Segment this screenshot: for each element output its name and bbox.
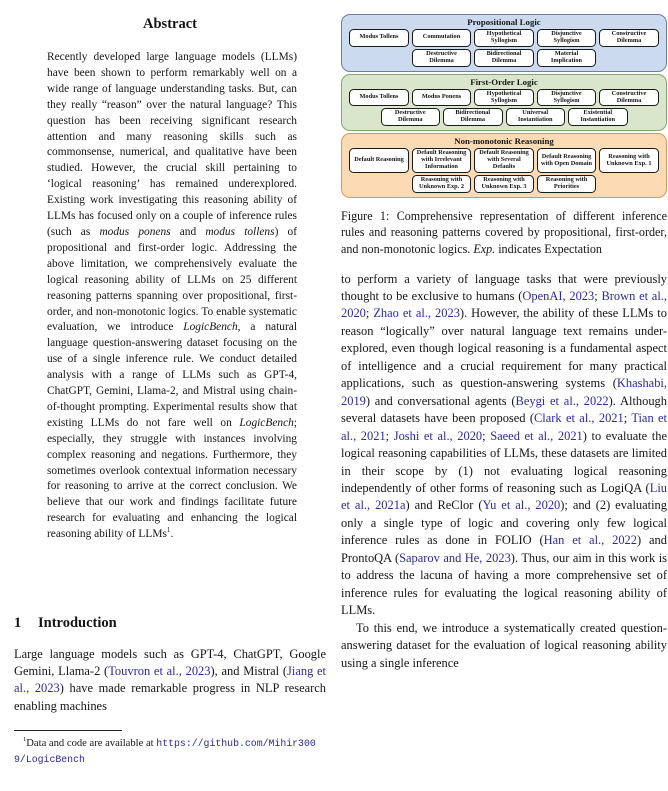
figure-row	[345, 108, 663, 126]
text-run: ); and (2) evaluating only a single type of logic and covering only few logical inference rules as done in FOLIO (	[341, 498, 667, 548]
figure-section-title: Propositional Logic	[467, 17, 541, 27]
footnote	[14, 730, 326, 767]
text-run: Recently developed large language models (LLMs) have been shown to perform remarkably well on a wide range of language understanding tasks. But, can they really “reason” over the natural language? This question has been receiving significant research attention and many reasoning skills such as commonsense, numerical, and qualitative have been studied. However, the crucial skill pertaining to ‘logical reasoning’ has remained underexplored. Existing work investigating this reasoning ability of LLMs has focused only on a couple of inference rules (such as	[47, 51, 297, 238]
inference-rule-box: Modus Ponens	[412, 89, 472, 107]
section-heading	[14, 615, 326, 632]
inference-rule-box: Default Reasoning	[349, 148, 409, 173]
text-run: Data and code are available at	[26, 738, 157, 749]
citation-link[interactable]: Khashabi, 2019	[341, 376, 667, 408]
text-run: ; especially, they struggle with instances involving complex reasoning and negations. Furthermore, they sometimes overlook contextual information necessary for reasoning to arrive at the correct conclusion. We believe that our work and findings facilitate future research for evaluating and enhancing the logical reasoning ability of LLMs	[47, 416, 297, 541]
inference-rule-box: Hypothetical Syllogism	[474, 89, 534, 107]
text-run: LogicBench	[183, 321, 238, 334]
text-run: Exp.	[473, 241, 496, 256]
text-run: ) of propositional and first-order logic. Addressing the above limitation, we comprehensively evaluate the logical reasoning ability of LLMs on 25 different reasoning patterns spanning over propositional, first-order, and non-monotonic logics. To enable systematic evaluation, we introduce	[47, 225, 297, 334]
text-run: ). Thus, our aim in this work is to address the lacuna of having a more comprehensive set of inference rules for evaluating the logical reasoning ability of LLMs.	[341, 550, 668, 618]
text-run: ;	[365, 306, 374, 321]
inference-rule-box: Constructive Dilemma	[599, 29, 659, 47]
figure-caption	[341, 208, 667, 258]
figure-row	[345, 29, 663, 47]
citation-link[interactable]: OpenAI, 2023	[522, 289, 595, 304]
citation-link[interactable]: Brown et al., 2020	[341, 289, 667, 321]
text-run: ) to evaluate the logical reasoning capabilities of LLMs, these datasets are limited in their scope by (1) not evaluating logical reasoning independently of other forms of reasoning such as LogiQA (	[341, 428, 667, 495]
inference-rule-box: Existential Instantiation	[568, 108, 628, 126]
text-run: indicates Expectation	[495, 241, 602, 256]
citation-link[interactable]: Joshi et al., 2020	[393, 428, 483, 443]
inference-rule-box: Disjunctive Syllogism	[537, 29, 597, 47]
text-run: .	[170, 528, 174, 541]
inference-rule-box: Default Reasoning with Several Defaults	[474, 148, 534, 173]
text-run: ;	[482, 428, 491, 443]
text-run: ;	[623, 411, 632, 426]
figure-row	[345, 49, 663, 67]
inference-rule-box: Universal Instantiation	[506, 108, 566, 126]
text-run: ). However, the ability of these LLMs to reason “logically” over natural language text remains under-explored, even though logical reasoning is a fundamental aspect of intelligence and a crucial requirement for many practical applications, such as question-answering systems (	[341, 306, 667, 391]
inference-rule-box: Hypothetical Syllogism	[474, 29, 534, 47]
right-column	[341, 0, 667, 672]
citation-link[interactable]: Beygi et al., 2022	[515, 393, 609, 408]
figure-section-non-monotonic	[341, 133, 667, 198]
inference-rule-box: Modus Tollens	[349, 29, 409, 47]
section-number: 1	[14, 615, 22, 631]
inference-rule-box: Reasoning with Unknown Exp. 1	[599, 148, 659, 173]
inference-rule-box: Bidirectional Dilemma	[443, 108, 503, 126]
footnote-rule	[14, 730, 122, 731]
citation-link[interactable]: Saeed et al., 2021	[490, 428, 583, 443]
inference-rule-box: Material Implication	[537, 49, 597, 67]
superscript-marker: 1	[166, 526, 171, 535]
citation-link[interactable]: Liu et al., 2021a	[341, 481, 667, 513]
body-paragraph-2	[341, 620, 667, 672]
inference-rule-box: Destructive Dilemma	[381, 108, 441, 126]
text-run: ;	[385, 428, 394, 443]
abstract-heading: Abstract	[143, 16, 197, 32]
text-run: To this end, we introduce a systematically created question-answering dataset for the evaluation of logical reasoning ability using a single inference	[341, 620, 667, 670]
text-run: ) have made remarkable progress in NLP research enabling machines	[14, 681, 326, 713]
intro-paragraph	[14, 646, 326, 715]
inference-rule-box: Reasoning with Priorities	[537, 175, 597, 193]
inference-rule-box: Reasoning with Unknown Exp. 2	[412, 175, 472, 193]
figure-section-first-order	[341, 74, 667, 132]
citation-link[interactable]: Tian et al., 2021	[341, 411, 667, 443]
figure-row	[345, 175, 663, 193]
inference-rule-box: Commutation	[412, 29, 472, 47]
figure-row	[345, 89, 663, 107]
text-run: ) and ReClor (	[405, 498, 483, 513]
left-column	[14, 0, 326, 791]
superscript-marker: 1	[23, 736, 27, 744]
text-run: modus tollens	[205, 225, 275, 238]
citation-link[interactable]: Saparov and He, 2023	[399, 550, 511, 565]
text-run: Large language models such as GPT-4, ChatGPT, Google Gemini, Llama-2 (	[14, 647, 326, 679]
inference-rule-box: Destructive Dilemma	[412, 49, 472, 67]
url-link[interactable]: https://github.com/Mihir3009/LogicBench	[14, 738, 316, 765]
citation-link[interactable]: Jiang et al., 2023	[14, 664, 327, 696]
body-paragraph-1	[341, 271, 667, 620]
citation-link[interactable]: Zhao et al., 2023	[373, 306, 460, 321]
inference-rule-box: Modus Tollens	[349, 89, 409, 107]
inference-rule-box: Default Reasoning with Open Domain	[537, 148, 597, 173]
text-run: ) and ProntoQA (	[341, 533, 667, 565]
inference-rule-box: Constructive Dilemma	[599, 89, 659, 107]
citation-link[interactable]: Touvron et al., 2023	[108, 664, 211, 679]
figure-section-propositional	[341, 14, 667, 72]
figure-section-title: Non-monotonic Reasoning	[454, 136, 554, 147]
text-run: ). Although several datasets have been proposed (	[341, 393, 667, 426]
inference-rule-box: Default Reasoning with Irrelevant Information	[412, 148, 472, 173]
inference-rule-box: Bidirectional Dilemma	[474, 49, 534, 67]
citation-link[interactable]: Han et al., 2022	[543, 533, 637, 548]
text-run: to perform a variety of language tasks that were previously thought to be exclusive to humans (	[341, 271, 667, 304]
inference-rule-box: Reasoning with Unknown Exp. 3	[474, 175, 534, 193]
text-run: ) and conversational agents (	[365, 393, 516, 408]
section-title: Introduction	[38, 615, 117, 631]
text-run: ), and Mistral (	[210, 664, 288, 679]
text-run: modus ponens	[99, 225, 171, 238]
abstract-body	[47, 50, 297, 596]
figure-row	[345, 148, 663, 173]
citation-link[interactable]: Yu et al., 2020	[482, 498, 561, 513]
inference-rule-box: Disjunctive Syllogism	[537, 89, 597, 107]
text-run: , a natural language question-answering dataset focusing on the use of a single inference rule. We conduct detailed analysis with a range of LLMs such as GPT-4, ChatGPT, Gemini, Llama-2, and Mistral using chain-of-thought prompting. Experimental results show that existing LLMs do not fare well on	[47, 321, 297, 429]
text-run: LogicBench	[239, 416, 294, 429]
citation-link[interactable]: Clark et al., 2021	[534, 411, 624, 426]
figure-section-title: First-Order Logic	[470, 76, 538, 87]
footnote-text	[14, 736, 326, 767]
text-run: and	[170, 225, 206, 238]
text-run: Figure 1: Comprehensive representation of different inference rules and reasoning patterns covered by propositional, first-order, and non-monotonic logics.	[341, 208, 667, 256]
text-run: ;	[594, 289, 602, 304]
figure-1	[341, 14, 667, 198]
